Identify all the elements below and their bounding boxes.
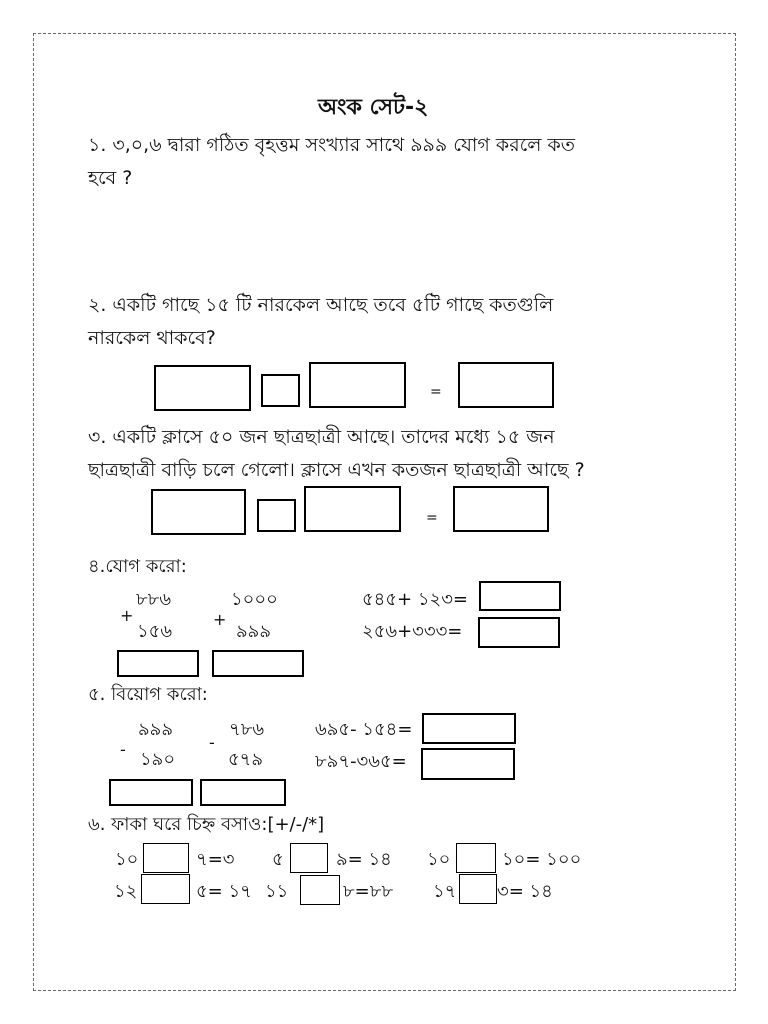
q6-row1-a-sign-box[interactable] xyxy=(143,843,189,873)
q6-row1-c-sign-box[interactable] xyxy=(456,843,496,873)
question-3-line-1: ৩. একটি ক্লাসে ৫০ জন ছাত্রছাত্রী আছে। তাদের মধ্যে ১৫ জন xyxy=(88,426,555,448)
q4-expression-1-answer-box[interactable] xyxy=(479,581,561,611)
q2-answer-box-1[interactable] xyxy=(154,365,251,411)
q3-result-box[interactable] xyxy=(453,486,549,532)
q2-equals-sign: = xyxy=(430,384,442,400)
q6-row2-a-sign-box[interactable] xyxy=(141,874,190,904)
q5-a-bottom-number: ১৯০ xyxy=(140,749,176,770)
question-1-line-1: ১. ৩,০,৬ দ্বারা গঠিত বৃহত্তম সংখ্যার সাথে ৯৯৯ যোগ করলে কত xyxy=(88,134,576,156)
q4-b-bottom-number: ৯৯৯ xyxy=(236,621,272,642)
q2-result-box[interactable] xyxy=(458,362,554,408)
q5-b-top-number: ৭৮৬ xyxy=(229,719,265,740)
q2-answer-box-2[interactable] xyxy=(309,362,406,408)
page-title: অংক সেট-২ xyxy=(318,95,429,120)
q6-row2-c-sign-box[interactable] xyxy=(459,874,497,904)
question-6-heading: ৬. ফাকা ঘরে চিহ্ন বসাও:[+/-/*] xyxy=(88,814,325,835)
q4-a-plus-sign: + xyxy=(120,606,134,625)
question-1-line-2: হবে ? xyxy=(88,167,133,189)
q6-row2-a-right: ৫= ১৭ xyxy=(196,881,252,902)
question-2-line-2: নারকেল থাকবে? xyxy=(88,327,216,349)
q6-row1-b-sign-box[interactable] xyxy=(290,843,328,873)
q4-b-answer-box[interactable] xyxy=(212,650,304,677)
q6-row2-c-left: ১৭ xyxy=(433,881,457,902)
q5-expression-1: ৬৯৫- ১৫৪= xyxy=(315,719,413,740)
q6-row2-c-right: ৩= ১৪ xyxy=(497,881,553,902)
question-2-line-1: ২. একটি গাছে ১৫ টি নারকেল আছে তবে ৫টি গাছে কতগুলি xyxy=(88,294,554,316)
q6-row1-b-left: ৫ xyxy=(272,849,284,870)
q6-row2-b-sign-box[interactable] xyxy=(300,875,340,905)
question-4-heading: ৪.যোগ করো: xyxy=(88,556,187,577)
q6-row2-a-left: ১২ xyxy=(114,881,138,902)
q6-row2-b-right: ৮=৮৮ xyxy=(343,881,394,902)
q3-answer-box-1[interactable] xyxy=(151,489,246,535)
q4-a-answer-box[interactable] xyxy=(117,650,199,677)
q6-row1-c-right: ১০= ১০০ xyxy=(502,849,582,870)
q5-b-minus-sign: - xyxy=(209,733,215,752)
question-5-heading: ৫. বিয়োগ করো: xyxy=(88,684,208,705)
q3-answer-box-2[interactable] xyxy=(304,486,401,532)
q5-expression-2-answer-box[interactable] xyxy=(421,748,515,780)
q4-a-bottom-number: ১৫৬ xyxy=(137,621,173,642)
q2-operator-box[interactable] xyxy=(261,374,300,407)
q3-operator-box[interactable] xyxy=(257,499,296,532)
q5-expression-2: ৮৯৭-৩৬৫= xyxy=(315,751,407,772)
q5-a-minus-sign: - xyxy=(120,740,126,759)
q4-expression-2-answer-box[interactable] xyxy=(478,617,560,648)
q5-a-top-number: ৯৯৯ xyxy=(138,719,174,740)
q6-row1-c-left: ১০ xyxy=(427,849,451,870)
q6-row1-b-right: ৯= ১৪ xyxy=(336,849,392,870)
q4-expression-2: ২৫৬+৩৩৩= xyxy=(362,621,463,642)
q4-expression-1: ৫৪৫+ ১২৩= xyxy=(362,589,469,610)
q5-expression-1-answer-box[interactable] xyxy=(422,713,516,744)
q4-a-top-number: ৮৮৬ xyxy=(136,589,172,610)
q5-b-answer-box[interactable] xyxy=(200,779,286,806)
q4-b-top-number: ১০০০ xyxy=(231,589,278,610)
q4-b-plus-sign: + xyxy=(213,610,227,629)
q6-row2-b-left: ১১ xyxy=(265,881,289,902)
q5-a-answer-box[interactable] xyxy=(109,779,193,806)
q5-b-bottom-number: ৫৭৯ xyxy=(228,749,264,770)
q3-equals-sign: = xyxy=(426,510,438,526)
question-3-line-2: ছাত্রছাত্রী বাড়ি চলে গেলো। ক্লাসে এখন কতজন ছাত্রছাত্রী আছে ? xyxy=(88,459,585,481)
q6-row1-a-right: ৭=৩ xyxy=(196,849,235,870)
q6-row1-a-left: ১০ xyxy=(115,849,139,870)
